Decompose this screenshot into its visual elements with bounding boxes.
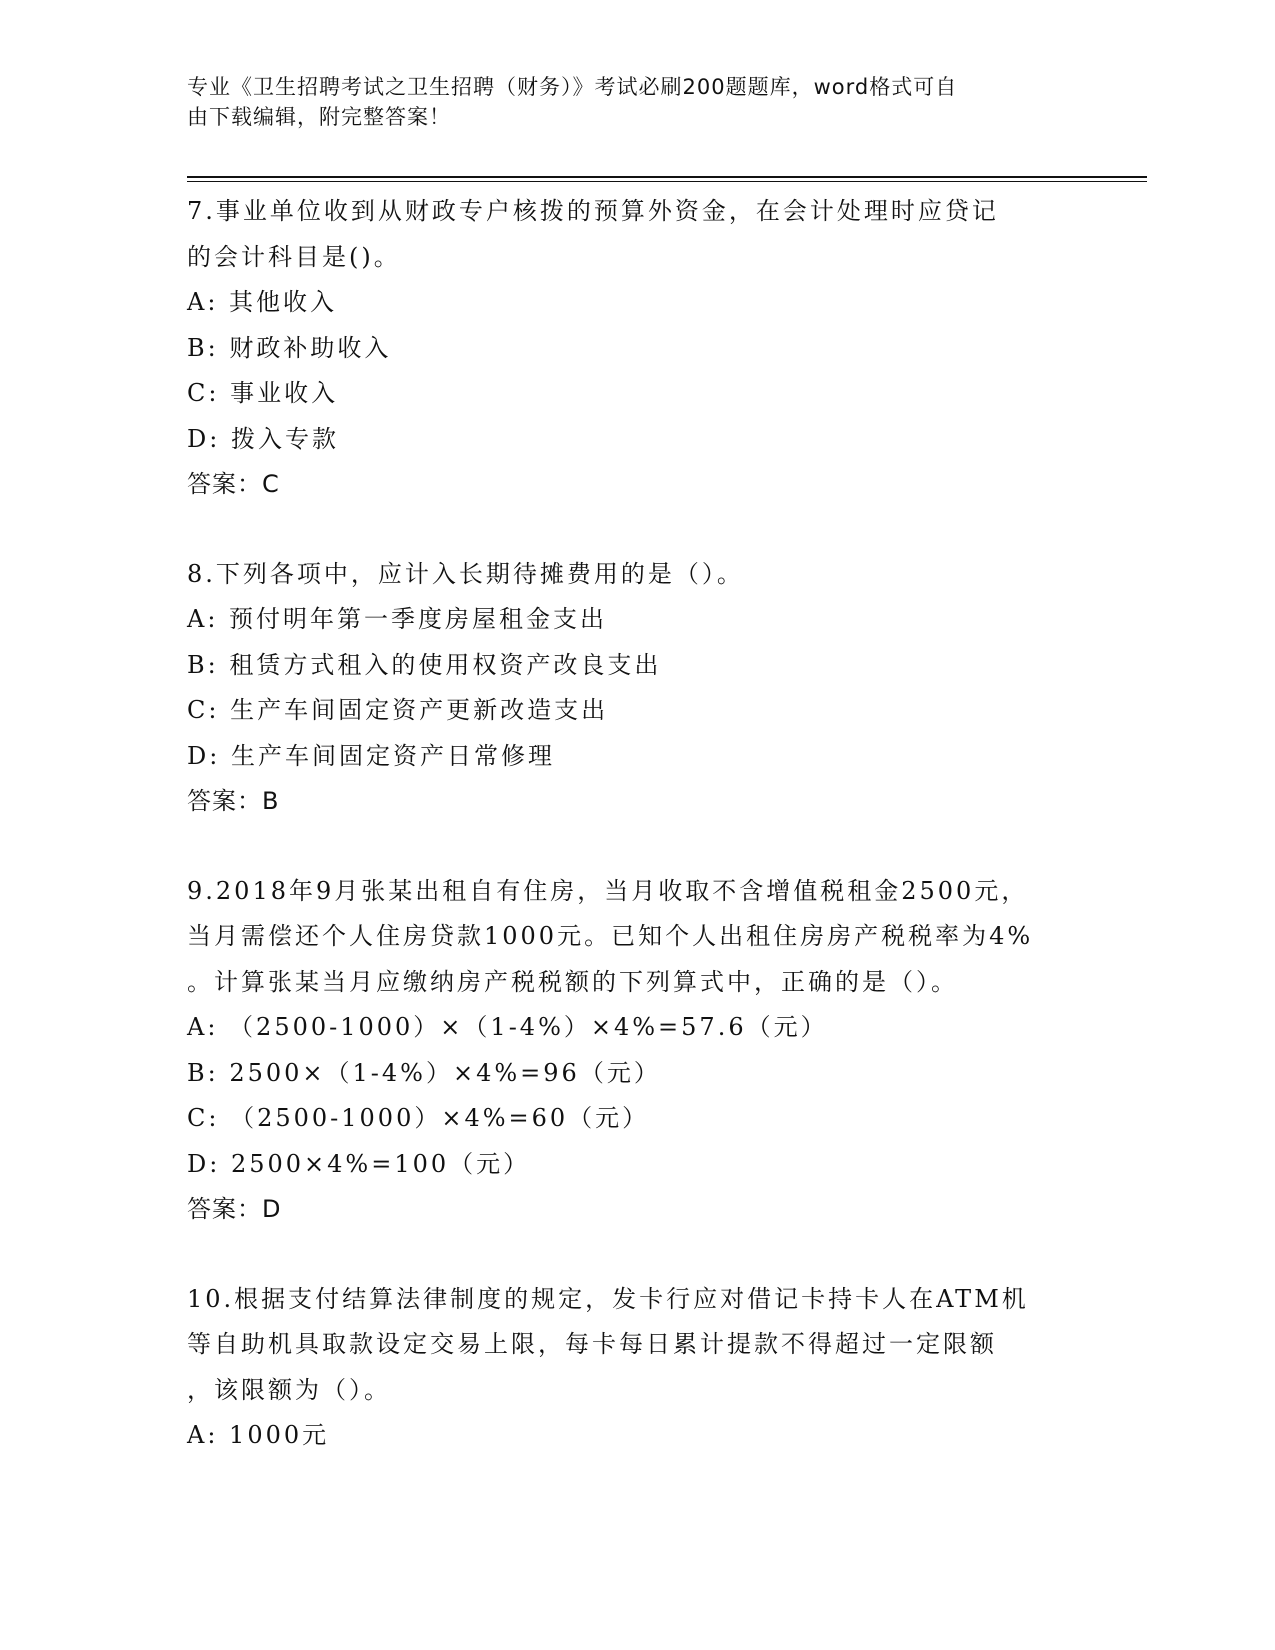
answer-line: 答案：D bbox=[187, 1195, 282, 1223]
option-b: B: 租赁方式租入的使用权资产改良支出 bbox=[187, 650, 662, 679]
option-a: A: 1000元 bbox=[187, 1421, 330, 1449]
option-a: A: 其他收入 bbox=[187, 288, 338, 316]
answer-line: 答案：C bbox=[187, 470, 280, 498]
question-stem-line: 等自助机具取款设定交易上限，每卡每日累计提款不得超过一定限额 bbox=[187, 1330, 997, 1358]
question-stem-line: 7.事业单位收到从财政专户核拨的预算外资金，在会计处理时应贷记 bbox=[187, 197, 999, 225]
question-stem-line: 。计算张某当月应缴纳房产税税额的下列算式中，正确的是（）。 bbox=[187, 967, 958, 996]
question-list bbox=[187, 189, 1087, 1503]
option-c: C: 生产车间固定资产更新改造支出 bbox=[187, 696, 609, 724]
question-10 bbox=[187, 1277, 1087, 1459]
question-stem-line: 8.下列各项中，应计入长期待摊费用的是（）。 bbox=[187, 559, 744, 588]
option-a: A: （2500-1000）×（1-4%）×4%=57.6（元） bbox=[187, 1013, 828, 1041]
option-d: D: 生产车间固定资产日常修理 bbox=[187, 741, 555, 770]
question-stem-line: 10.根据支付结算法律制度的规定，发卡行应对借记卡持卡人在ATM机 bbox=[187, 1284, 1029, 1313]
option-a: A: 预付明年第一季度房屋租金支出 bbox=[187, 605, 608, 633]
option-b: B: 2500×（1-4%）×4%=96（元） bbox=[187, 1058, 661, 1087]
option-c: C: 事业收入 bbox=[187, 379, 339, 407]
header-divider-thick bbox=[187, 176, 1147, 178]
question-7 bbox=[187, 189, 1087, 508]
option-c: C: （2500-1000）×4%=60（元） bbox=[187, 1104, 650, 1132]
header-divider-thin bbox=[187, 181, 1147, 182]
document-header bbox=[187, 72, 1067, 132]
option-d: D: 拨入专款 bbox=[187, 424, 339, 453]
question-stem-line: ，该限额为（）。 bbox=[187, 1375, 391, 1404]
question-stem-line: 当月需偿还个人住房贷款1000元。已知个人出租住房房产税税率为4% bbox=[187, 922, 1034, 950]
answer-line: 答案：B bbox=[187, 787, 280, 815]
question-stem-line: 的会计科目是()。 bbox=[187, 242, 401, 271]
question-9 bbox=[187, 869, 1087, 1233]
question-8 bbox=[187, 552, 1087, 825]
option-d: D: 2500×4%=100（元） bbox=[187, 1149, 531, 1178]
header-title-line-1: 专业《卫生招聘考试之卫生招聘（财务）》考试必刷200题题库，word格式可自 bbox=[187, 75, 958, 99]
question-stem-line: 9.2018年9月张某出租自有住房，当月收取不含增值税租金2500元， bbox=[187, 876, 1029, 905]
option-b: B: 财政补助收入 bbox=[187, 333, 392, 362]
header-title-line-2: 由下载编辑，附完整答案！ bbox=[187, 105, 451, 129]
